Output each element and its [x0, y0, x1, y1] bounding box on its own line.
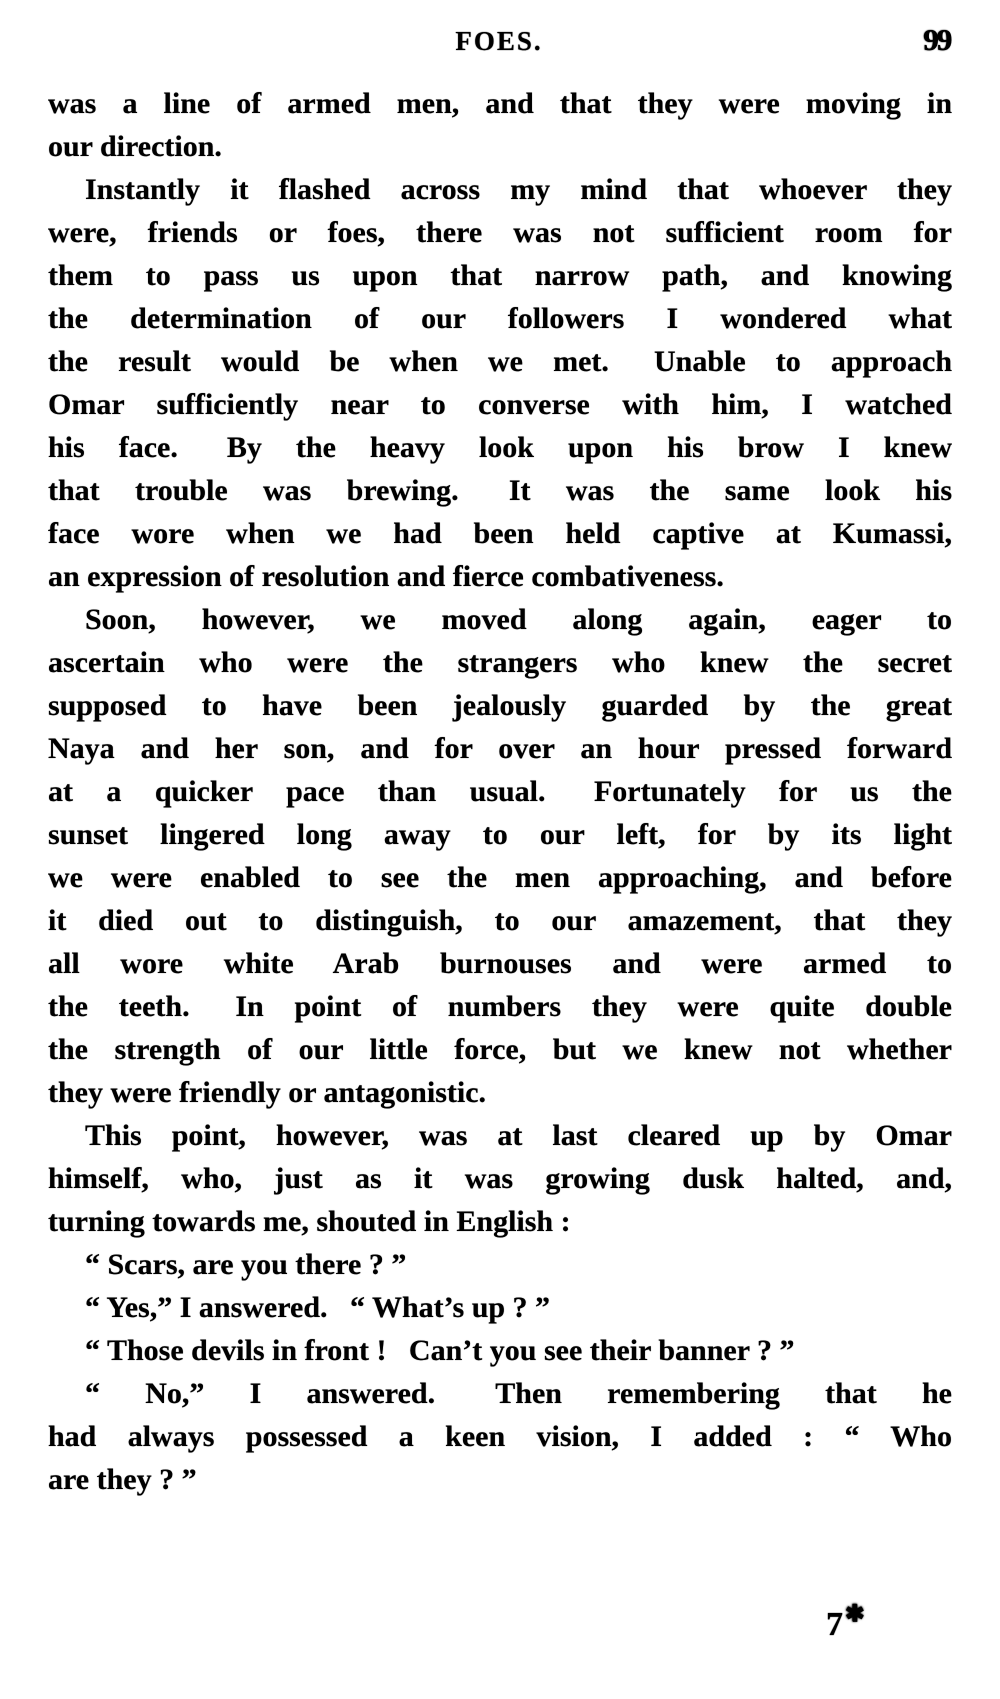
- text-line: Omar sufficiently near to converse with him, I watched: [48, 388, 952, 421]
- text-line: we were enabled to see the men approaching, and before: [48, 861, 952, 894]
- paragraph: [48, 168, 952, 598]
- text-line: Naya and her son, and for over an hour pressed forward: [48, 732, 952, 765]
- text-line: This point, however, was at last cleared up by Omar: [85, 1119, 952, 1152]
- text-line: Soon, however, we moved along again, eager to: [85, 603, 952, 636]
- text-line: “ Scars, are you there ? ”: [85, 1248, 407, 1281]
- text-line: them to pass us upon that narrow path, and knowing: [48, 259, 952, 292]
- text-line: supposed to have been jealously guarded by the great: [48, 689, 952, 722]
- paragraph: [48, 82, 952, 168]
- paragraph: [48, 598, 952, 1114]
- text-line: at a quicker pace than usual. Fortunately for us the: [48, 775, 952, 808]
- text-line: “ Yes,” I answered. “ What’s up ? ”: [85, 1291, 551, 1324]
- text-line: was a line of armed men, and that they were moving in: [48, 87, 952, 120]
- body-text: [48, 82, 952, 1501]
- text-line: are they ? ”: [48, 1463, 197, 1496]
- text-line: all wore white Arab burnouses and were armed to: [48, 947, 952, 980]
- text-line: were, friends or foes, there was not sufficient room for: [48, 216, 952, 249]
- text-line: an expression of resolution and fierce combativeness.: [48, 560, 724, 593]
- text-line: had always possessed a keen vision, I added : “ Who: [48, 1420, 952, 1453]
- text-line: his face. By the heavy look upon his brow I knew: [48, 431, 952, 464]
- text-line: “ No,” I answered. Then remembering that he: [85, 1377, 952, 1410]
- text-line: they were friendly or antagonistic.: [48, 1076, 487, 1109]
- text-line: our direction.: [48, 130, 222, 163]
- text-line: turning towards me, shouted in English :: [48, 1205, 571, 1238]
- text-line: it died out to distinguish, to our amazement, that they: [48, 904, 952, 937]
- paragraph-dialogue: [48, 1372, 952, 1501]
- text-line: ascertain who were the strangers who knew the secret: [48, 646, 952, 679]
- text-line: himself, who, just as it was growing dusk halted, and,: [48, 1162, 952, 1195]
- text-line: Instantly it flashed across my mind that whoever they: [85, 173, 952, 206]
- signature-mark: [826, 1601, 865, 1644]
- text-line: face wore when we had been held captive at Kumassi,: [48, 517, 952, 550]
- page-header: [48, 24, 950, 64]
- text-line: the determination of our followers I wondered what: [48, 302, 952, 335]
- text-line: “ Those devils in front ! Can’t you see their banner ? ”: [85, 1334, 795, 1367]
- text-line: that trouble was brewing. It was the same look his: [48, 474, 952, 507]
- paragraph-dialogue: [48, 1243, 952, 1286]
- paragraph-dialogue: [48, 1329, 952, 1372]
- paragraph: [48, 1114, 952, 1243]
- page-number: 99: [923, 22, 950, 57]
- running-title: FOES.: [455, 26, 543, 56]
- text-line: the result would be when we met. Unable to approach: [48, 345, 952, 378]
- signature-star-icon: ✱: [845, 1601, 865, 1626]
- signature-number: 7: [826, 1606, 843, 1643]
- text-line: the teeth. In point of numbers they were quite double: [48, 990, 952, 1023]
- text-line: sunset lingered long away to our left, for by its light: [48, 818, 952, 851]
- text-line: the strength of our little force, but we knew not whether: [48, 1033, 952, 1066]
- paragraph-dialogue: [48, 1286, 952, 1329]
